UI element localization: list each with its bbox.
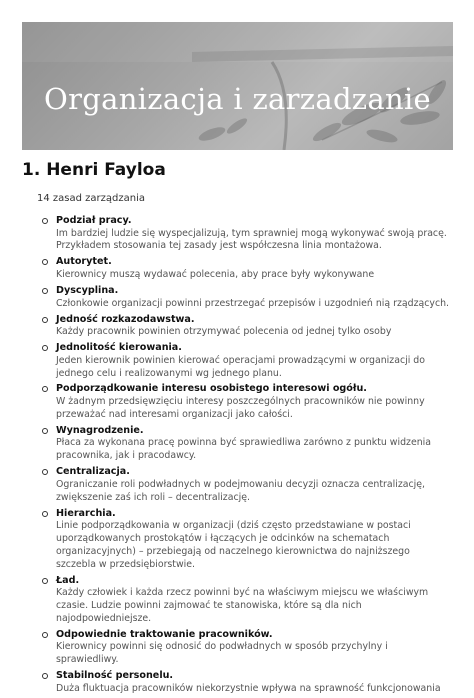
section-heading: 1. Henri Fayloa: [22, 160, 166, 180]
bullet-circle-icon: [42, 428, 48, 434]
principle-description: Kierownicy powinni się odnosić do podwładnych w sposób przychylny i sprawiedliwy.: [56, 641, 388, 666]
principle-title: Wynagrodzenie.: [56, 424, 144, 436]
list-item: [0, 313, 474, 339]
principle-description: Linie podporządkowania w organizacji (dziś często przedstawiane w postaci uporządkowanych prostokątów i łączących je odcinków na schematach organizacyjnych) – przebiegają od naczelnego kierownictwa do najniższego szczebla w przedsiębiorstwie.: [56, 520, 411, 570]
principle-title: Podział pracy.: [56, 215, 132, 226]
principle-description: Każdy pracownik powinien otrzymywać polecenia od jednej tylko osoby: [56, 326, 392, 338]
principle-description: W żadnym przedsięwzięciu interesy poszczególnych pracowników nie powinny przeważać nad interesami organizacji jako całości.: [56, 396, 425, 420]
list-item: [0, 382, 474, 421]
list-item: [0, 255, 474, 281]
bullet-circle-icon: [42, 632, 48, 638]
list-item: [0, 465, 474, 504]
list-item: [0, 574, 474, 626]
principles-list: [0, 214, 474, 698]
principle-description: Płaca za wykonana pracę powinna być sprawiedliwa zarówno z punktu widzenia pracownika, jak i pracodawcy.: [56, 437, 432, 462]
principle-title: Centralizacja.: [56, 466, 130, 478]
banner-title: Organizacja i zarzadzanie: [44, 82, 431, 116]
principle-title: Jedność rozkazodawstwa.: [56, 313, 195, 325]
header-banner: [22, 22, 453, 150]
principle-description: Im bardziej ludzie się wyspecjalizują, tym sprawniej mogą wykonywać swoją pracę. Przykładem stosowania tej zasady jest współczesna linia montażowa.: [56, 227, 447, 252]
principle-description: Ograniczanie roli podwładnych w podejmowaniu decyzji oznacza centralizację, zwiększenie zaś ich roli – decentralizację.: [56, 478, 425, 503]
bullet-circle-icon: [42, 259, 48, 265]
bullet-circle-icon: [42, 288, 48, 294]
bullet-circle-icon: [42, 673, 48, 679]
bullet-circle-icon: [42, 511, 48, 517]
list-item: [0, 628, 474, 667]
bullet-circle-icon: [42, 345, 48, 351]
principle-description: Kierownicy muszą wydawać polecenia, aby prace były wykonywane: [56, 268, 375, 280]
principle-title: Jednolitość kierowania.: [56, 342, 182, 354]
list-item: [0, 424, 474, 463]
bullet-circle-icon: [42, 218, 48, 224]
principle-description: Jeden kierownik powinien kierować operacjami prowadzącymi w organizacji do jednego celu i realizowanymi wg jednego planu.: [56, 354, 425, 379]
principle-title: Podporządkowanie interesu osobistego interesowi ogółu.: [56, 383, 367, 395]
list-item: [0, 214, 474, 253]
principle-description: Każdy człowiek i każda rzecz powinni być na właściwym miejscu we właściwym czasie. Ludzie powinni zajmować te stanowiska, które są dla nich najodpowiedniejsze.: [56, 587, 429, 624]
principle-description: Duża fluktuacja pracowników niekorzystnie wpływa na sprawność funkcjonowania: [56, 682, 441, 694]
principle-title: Ład.: [56, 574, 80, 586]
principle-title: Autorytet.: [56, 256, 112, 268]
bullet-circle-icon: [42, 469, 48, 475]
principle-description: Członkowie organizacji powinni przestrzegać przepisów i uzgodnień nią rządzących.: [56, 297, 450, 309]
list-item: [0, 669, 474, 695]
section-intro: 14 zasad zarządzania: [37, 193, 145, 204]
list-item: [0, 507, 474, 572]
principle-title: Stabilność personelu.: [56, 670, 174, 682]
bullet-circle-icon: [42, 578, 48, 584]
list-item: [0, 341, 474, 380]
bullet-circle-icon: [42, 317, 48, 323]
principle-title: Odpowiednie traktowanie pracowników.: [56, 628, 273, 640]
bullet-circle-icon: [42, 386, 48, 392]
list-item: [0, 284, 474, 310]
principle-title: Dyscyplina.: [56, 284, 119, 296]
principle-title: Hierarchia.: [56, 507, 116, 519]
